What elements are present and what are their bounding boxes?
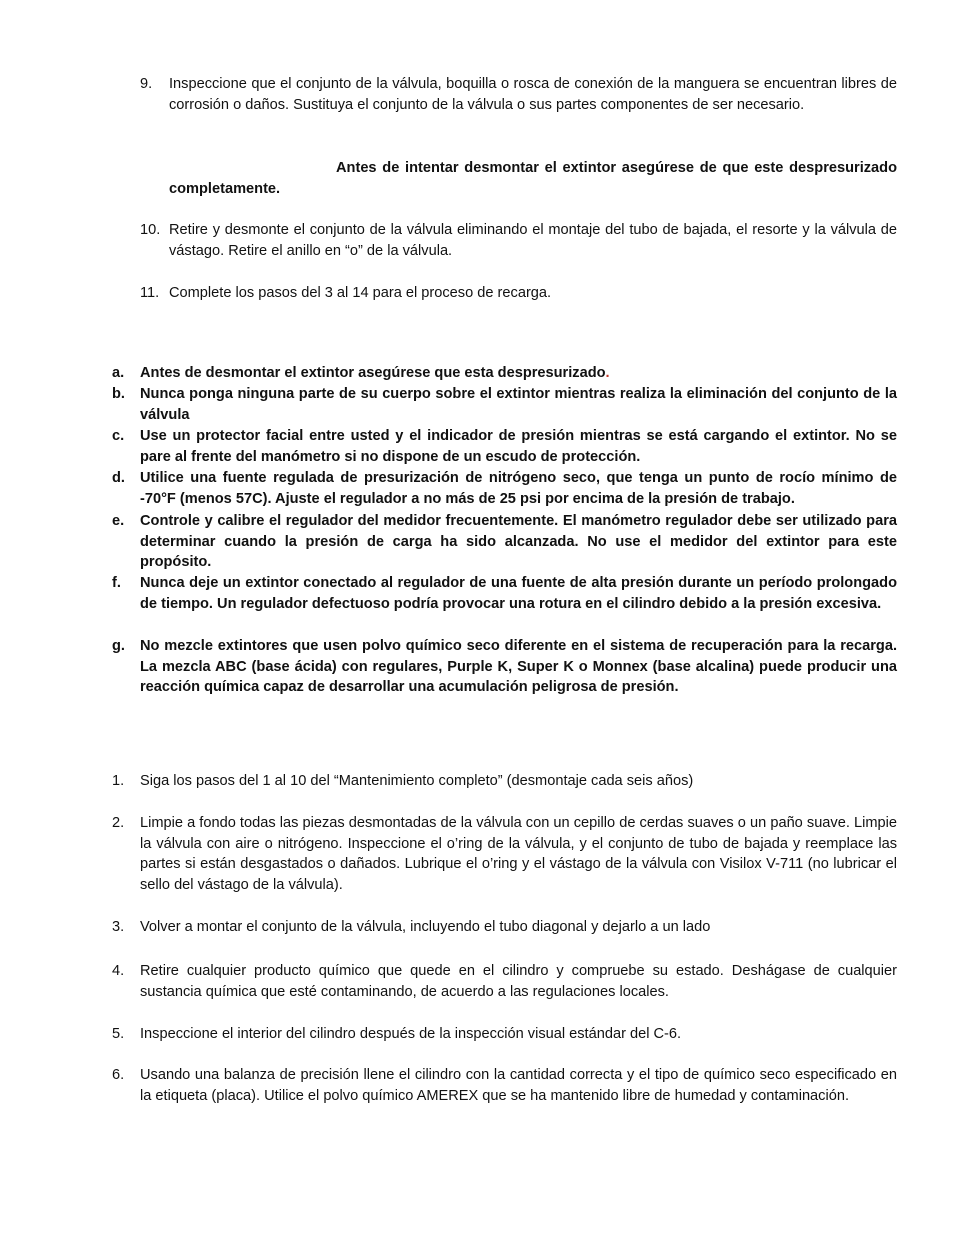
item-text: Retire y desmonte el conjunto de la válvula eliminando el montaje del tubo de bajada, el resorte y la válvula de vástago. Retire el anillo en “o” de la válvula.: [169, 222, 897, 259]
warning-item: b. Nunca ponga ninguna parte de su cuerpo sobre el extintor mientras realiza la eliminación del conjunto de la válvula: [112, 386, 897, 423]
step-item: 2. Limpie a fondo todas las piezas desmontadas de la válvula con un cepillo de cerdas suaves o un paño suave. Limpie la válvula con aire o nitrógeno. Inspeccione el o’ring de la válvula, y el conjunto de tubo de bajada y reemplace las partes si están desgastados o dañados. Lubrique el o’ring y el vástago de la válvula con Visilox V-711 (no lubricar el sello del vástago de la válvula).: [112, 815, 897, 894]
list-item: [140, 220, 897, 261]
warning-item: a. Antes de desmontar el extintor asegúrese que esta despresurizado.: [112, 365, 610, 381]
item-number: 9.: [140, 76, 153, 92]
warning-item: f. Nunca deje un extintor conectado al regulador de una fuente de alta presión durante un período prolongado de tiempo. Un regulador defectuoso podría provocar una rotura en el cilindro debido a la presión excesiva.: [112, 575, 897, 612]
step-item: 1. Siga los pasos del 1 al 10 del “Mantenimiento completo” (desmontaje cada seis años): [112, 773, 694, 789]
step-item: 6. Usando una balanza de precisión llene el cilindro con la cantidad correcta y el tipo de químico seco especificado en la etiqueta (placa). Utilice el polvo químico AMEREX que se ha mantenido libre de humedad y contaminación.: [112, 1067, 897, 1104]
item-text: Complete los pasos del 3 al 14 para el proceso de recarga.: [169, 285, 552, 301]
warning-item: d. Utilice una fuente regulada de presurización de nitrógeno seco, que tenga un punto de rocío mínimo de -70°F (menos 57C). Ajuste el regulador a no más de 25 psi por encima de la presión de trabajo.: [112, 470, 897, 507]
item-number: 11.: [140, 285, 160, 301]
step-item: 5. Inspeccione el interior del cilindro después de la inspección visual estándar del C-6.: [112, 1026, 682, 1042]
warning-note: Antes de intentar desmontar el extintor asegúrese de que este despresurizado completamente.: [169, 160, 897, 197]
item-number: 10.: [140, 222, 161, 238]
item-text: Inspeccione que el conjunto de la válvula, boquilla o rosca de conexión de la manguera se encuentran libres de corrosión o daños. Sustituya el conjunto de la válvula o sus partes componentes de ser necesario.: [169, 76, 897, 113]
list-item: [140, 74, 897, 115]
warning-item: e. Controle y calibre el regulador del medidor frecuentemente. El manómetro regulador debe ser utilizado para determinar cuando la presión de carga ha sido alcanzada. No use el medidor del extintor para este propósito.: [112, 513, 897, 571]
step-item: 3. Volver a montar el conjunto de la válvula, incluyendo el tubo diagonal y dejarlo a un lado: [112, 919, 711, 935]
step-item: 4. Retire cualquier producto químico que quede en el cilindro y compruebe su estado. Deshágase de cualquier sustancia química que esté contaminando, de acuerdo a las regulaciones locales.: [112, 963, 897, 1000]
list-item: [140, 283, 897, 304]
warning-item: c. Use un protector facial entre usted y el indicador de presión mientras se está cargando el extintor. No se pare al frente del manómetro si no dispone de un escudo de protección.: [112, 428, 897, 465]
warning-item: g. No mezcle extintores que usen polvo químico seco diferente en el sistema de recuperación para la recarga. La mezcla ABC (base ácida) con regulares, Purple K, Super K o Monnex (base alcalina) puede producir una reacción química capaz de desarrollar una acumulación peligrosa de presión.: [112, 638, 897, 696]
